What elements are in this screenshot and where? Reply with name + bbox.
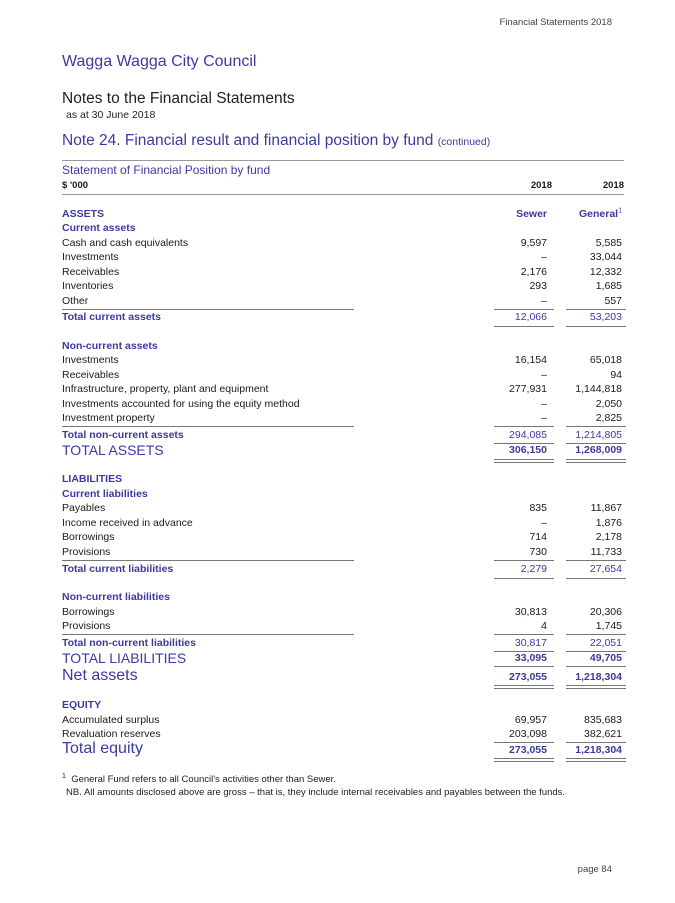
general-value: 1,745 (595, 620, 622, 632)
row-label: Receivables (62, 369, 120, 381)
sewer-value: 30,813 (514, 606, 547, 618)
table-row (62, 279, 624, 294)
footnote-marker: 1 (62, 773, 66, 780)
subtotal-rule (494, 426, 554, 427)
general-value: 1,876 (595, 517, 622, 529)
grand-total-row (62, 443, 624, 459)
statement-title: Statement of Financial Position by fund (62, 163, 271, 177)
sewer-value: 4 (541, 620, 547, 632)
sewer-value: 730 (529, 546, 547, 558)
subtotal-rule (566, 666, 626, 667)
sewer-value: – (541, 295, 547, 307)
general-value: 2,178 (595, 531, 622, 543)
general-value: 12,332 (589, 266, 622, 278)
subtotal-rule (494, 326, 554, 327)
general-value: 20,306 (589, 606, 622, 618)
subtotal-rule (566, 578, 626, 579)
note-heading (62, 132, 490, 150)
general-value: 1,218,304 (575, 671, 622, 683)
row-label: Infrastructure, property, plant and equipment (62, 383, 269, 395)
subtotal-rule (494, 634, 554, 635)
divider (62, 426, 354, 427)
footnote-marker: 1 (618, 207, 622, 215)
general-value: 2,050 (595, 398, 622, 410)
general-value: 27,654 (589, 563, 622, 575)
table-row (62, 713, 624, 728)
page-number: page 84 (577, 864, 612, 875)
sewer-value: – (541, 412, 547, 424)
section-row (62, 590, 624, 605)
sewer-value: 835 (529, 502, 547, 514)
sewer-value: – (541, 398, 547, 410)
general-value: 11,867 (590, 502, 622, 514)
double-rule (494, 758, 554, 762)
notes-date: as at 30 June 2018 (66, 109, 156, 121)
sewer-value: 293 (529, 280, 547, 292)
row-label: Investment property (62, 412, 155, 424)
sewer-value: 273,055 (509, 744, 547, 756)
sewer-value: 203,098 (509, 728, 547, 740)
general-value: 49,705 (589, 652, 622, 664)
note-heading-text: Note 24. Financial result and financial position by fund (62, 132, 434, 149)
row-label: Provisions (62, 620, 111, 632)
general-value: 2,825 (595, 412, 622, 424)
subtotal-rule (566, 426, 626, 427)
row-label: Non-current liabilities (62, 591, 170, 603)
row-label: Provisions (62, 546, 111, 558)
row-label: Revaluation reserves (62, 728, 161, 740)
running-header: Financial Statements 2018 (499, 17, 612, 28)
general-value: 33,044 (589, 251, 622, 263)
section-row (62, 472, 624, 487)
subtotal-rule (494, 666, 554, 667)
column-general (547, 207, 622, 222)
nb-note: NB. All amounts disclosed above are gross – that is, they include internal receivables and payables between the funds. (66, 787, 566, 798)
table-row (62, 727, 624, 742)
double-rule (494, 459, 554, 463)
footnote-text: General Fund refers to all Council's activities other than Sewer. (71, 774, 336, 786)
row-label: Income received in advance (62, 517, 193, 529)
general-value: 835,683 (584, 714, 622, 726)
double-rule (566, 459, 626, 463)
row-label: TOTAL ASSETS (62, 442, 164, 458)
row-label: TOTAL LIABILITIES (62, 650, 187, 666)
general-value: 1,214,805 (575, 429, 622, 441)
assets-header-row (62, 207, 624, 222)
general-value: 53,203 (589, 311, 622, 323)
sewer-value: – (541, 517, 547, 529)
row-label: Accumulated surplus (62, 714, 160, 726)
general-value: 94 (610, 369, 622, 381)
total-row (62, 428, 624, 443)
column-general-label: General (578, 208, 619, 220)
row-label: Inventories (62, 280, 114, 292)
table-row (62, 397, 624, 412)
section-row (62, 339, 624, 354)
table-row (62, 516, 624, 531)
row-label: Total equity (62, 740, 143, 757)
general-value: 557 (604, 295, 622, 307)
continued-label: (continued) (437, 136, 491, 148)
sewer-value: – (541, 369, 547, 381)
subtotal-rule (566, 634, 626, 635)
total-row (62, 310, 624, 325)
total-row (62, 636, 624, 651)
row-label: Total non-current assets (62, 429, 184, 441)
divider (62, 560, 354, 561)
row-label: Investments accounted for using the equity method (62, 398, 300, 410)
total-equity-row (62, 741, 624, 759)
row-label: Payables (62, 502, 106, 514)
row-label: Borrowings (62, 606, 115, 618)
sewer-value: – (541, 251, 547, 263)
general-value: 22,051 (589, 637, 622, 649)
sewer-value: 714 (529, 531, 547, 543)
notes-title: Notes to the Financial Statements (62, 90, 295, 107)
section-row (62, 487, 624, 502)
table-row (62, 236, 624, 251)
organisation-name: Wagga Wagga City Council (62, 53, 257, 70)
sewer-value: 277,931 (509, 383, 547, 395)
sewer-value: 2,279 (520, 563, 547, 575)
table-row (62, 294, 624, 309)
table-row (62, 619, 624, 634)
general-value: 1,268,009 (575, 444, 622, 456)
divider (62, 160, 624, 161)
row-label: Net assets (62, 667, 138, 684)
sewer-value: 294,085 (509, 429, 547, 441)
sewer-value: 16,154 (514, 354, 547, 366)
row-label: EQUITY (62, 699, 102, 711)
table-row (62, 353, 624, 368)
general-value: 1,144,818 (575, 383, 622, 395)
row-label: Current assets (62, 222, 136, 234)
total-row (62, 562, 624, 577)
sewer-value: 69,957 (514, 714, 547, 726)
table-row (62, 605, 624, 620)
divider (62, 194, 624, 195)
sewer-value: 2,176 (520, 266, 547, 278)
year-column-1: 2018 (530, 180, 552, 191)
table-row (62, 530, 624, 545)
footnote-1 (62, 773, 336, 785)
general-value: 5,585 (595, 237, 622, 249)
table-row (62, 265, 624, 280)
column-sewer: Sewer (516, 208, 547, 220)
row-label: Total current liabilities (62, 563, 174, 575)
units-label: $ '000 (62, 180, 89, 191)
subtotal-rule (566, 326, 626, 327)
row-label: Investments (62, 251, 119, 263)
year-column-2: 2018 (602, 180, 624, 191)
sewer-value: 33,095 (514, 652, 547, 664)
row-label: Other (62, 295, 89, 307)
row-label: Total non-current liabilities (62, 637, 196, 649)
row-label: Non-current assets (62, 340, 158, 352)
sewer-value: 30,817 (514, 637, 547, 649)
sewer-value: 306,150 (509, 444, 547, 456)
sewer-value: 12,066 (514, 311, 547, 323)
row-label: Investments (62, 354, 119, 366)
section-row (62, 221, 624, 236)
table-row (62, 545, 624, 560)
table-row (62, 250, 624, 265)
double-rule (494, 685, 554, 689)
net-assets-row (62, 668, 624, 686)
table-row (62, 501, 624, 516)
subtotal-rule (494, 578, 554, 579)
sewer-value: 9,597 (520, 237, 547, 249)
double-rule (566, 758, 626, 762)
general-value: 1,218,304 (575, 744, 622, 756)
row-label: LIABILITIES (62, 473, 123, 485)
general-value: 1,685 (595, 280, 622, 292)
general-value: 65,018 (589, 354, 622, 366)
row-label: Borrowings (62, 531, 115, 543)
section-row (62, 698, 624, 713)
table-row (62, 382, 624, 397)
general-value: 11,733 (590, 546, 622, 558)
double-rule (566, 685, 626, 689)
row-label: Total current assets (62, 311, 162, 323)
sewer-value: 273,055 (509, 671, 547, 683)
subtotal-rule (566, 560, 626, 561)
row-label: Cash and cash equivalents (62, 237, 189, 249)
subtotal-rule (494, 560, 554, 561)
row-label: Current liabilities (62, 488, 148, 500)
general-value: 382,621 (584, 728, 622, 740)
row-label: ASSETS (62, 208, 105, 220)
table-row (62, 368, 624, 383)
grand-total-row (62, 651, 624, 667)
row-label: Receivables (62, 266, 120, 278)
table-row (62, 411, 624, 426)
divider (62, 634, 354, 635)
